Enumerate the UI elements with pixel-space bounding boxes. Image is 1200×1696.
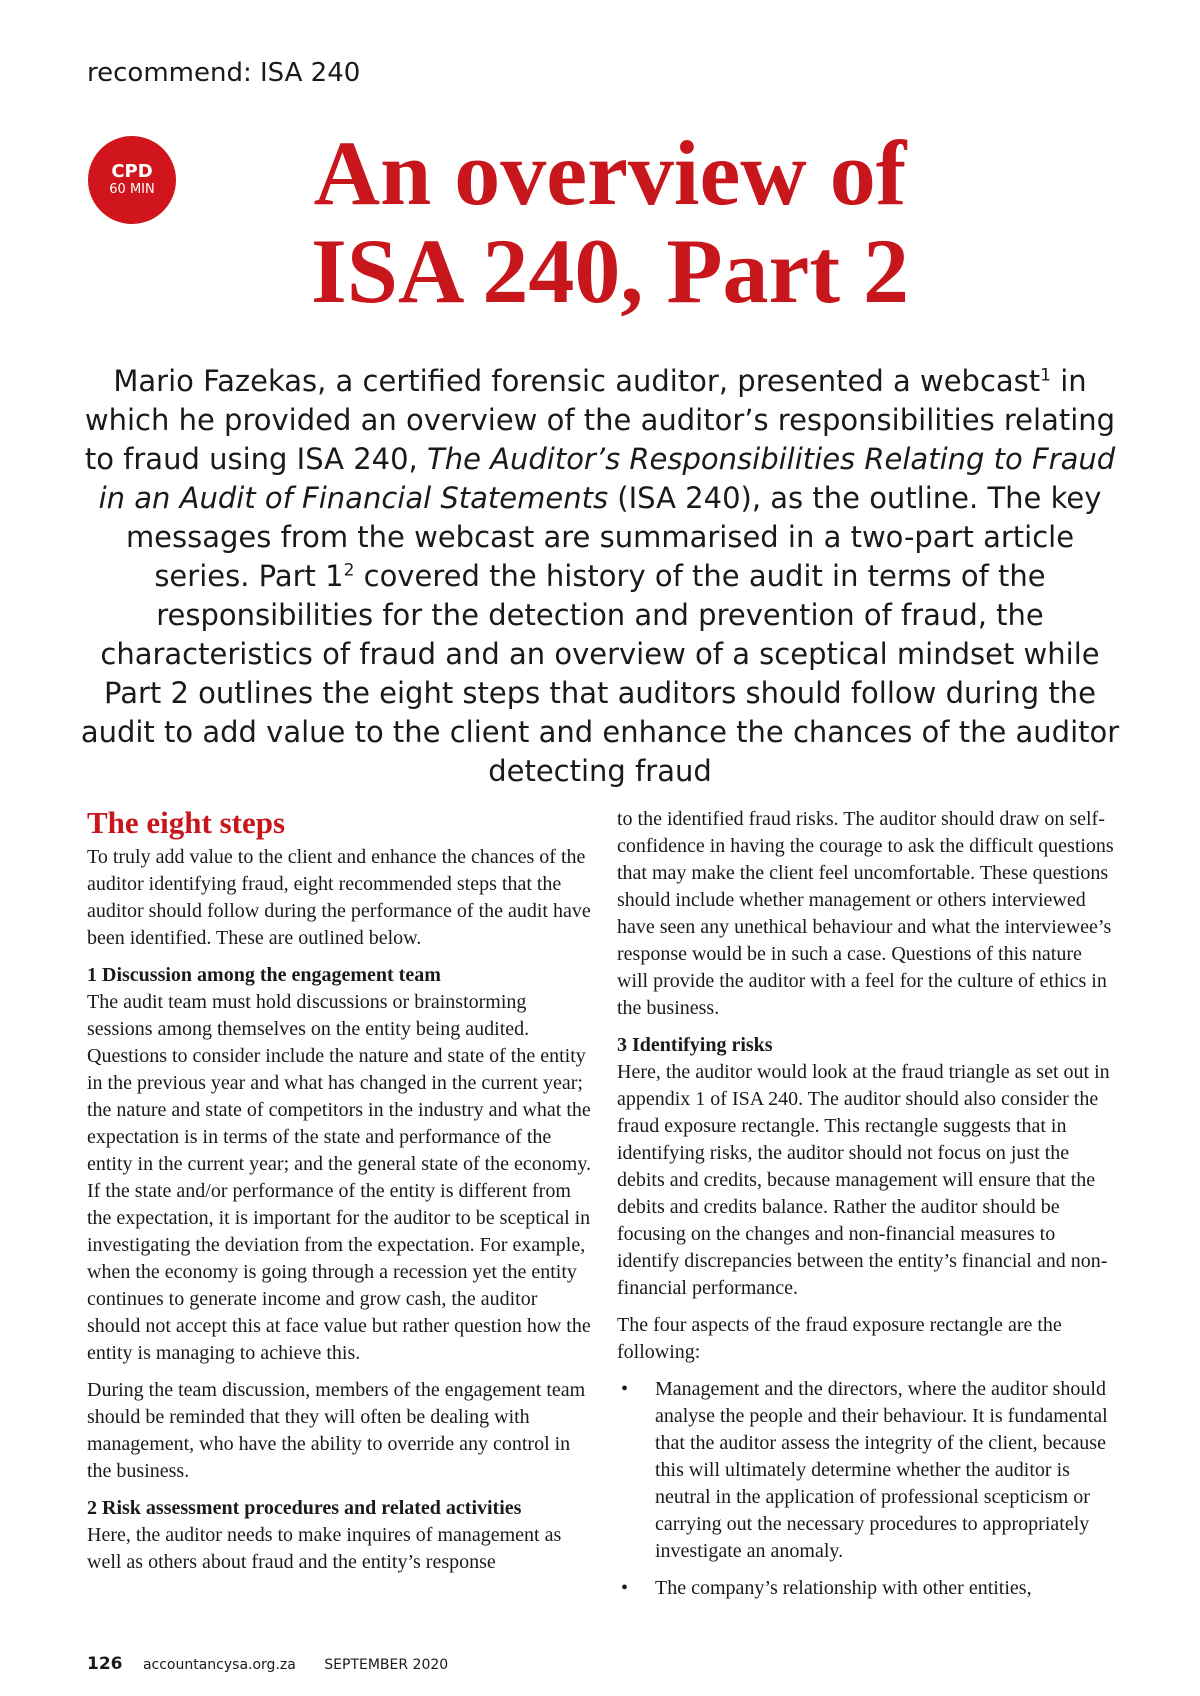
- cpd-badge: [88, 136, 176, 224]
- left-column: [87, 806, 593, 1586]
- article-title-line-2: ISA 240, Part 2: [311, 220, 909, 322]
- step-heading: 3 Identifying risks: [617, 1034, 773, 1056]
- bullet-list: [617, 1376, 1117, 1602]
- cpd-badge-title: CPD: [111, 161, 153, 182]
- footnote-ref-1: 1: [1040, 365, 1051, 386]
- step-heading: 1 Discussion among the engagement team: [87, 964, 441, 986]
- intro-text-2: in which he provided an overview of the auditor’s responsibilities relating to fraud using ISA 240,: [84, 364, 1116, 476]
- article-title-line-1: An overview of: [313, 122, 907, 224]
- body-paragraph: Here, the auditor needs to make inquires of management as well as others about fraud and the entity’s response: [87, 1524, 562, 1573]
- right-column: [617, 806, 1117, 1612]
- page-footer: [87, 1654, 448, 1674]
- page-number: 126: [87, 1654, 123, 1674]
- body-paragraph: To truly add value to the client and enhance the chances of the auditor identifying fraud, eight recommended steps that the auditor should follow during the performance of the audit have been identified. These are outlined below.: [87, 846, 591, 949]
- footnote-ref-2: 2: [343, 560, 355, 581]
- footer-issue: SEPTEMBER 2020: [324, 1657, 449, 1673]
- body-paragraph: The audit team must hold discussions or brainstorming sessions among themselves on the entity being audited. Questions to consider include the nature and state of the entity in the previous year and what has changed in the current year; the nature and state of competitors in the industry and what the expectation is in terms of the state and performance of the entity in the current year; and the general state of the economy. If the state and/or performance of the entity is different from the expectation, it is important for the auditor to be sceptical in investigating the deviation from the expectation. For example, when the economy is going through a recession yet the entity continues to generate income and grow cash, the auditor should not accept this at face value but rather question how the entity is managing to achieve this.: [87, 991, 592, 1364]
- intro-text-3: (ISA 240), as the outline. The key messages from the webcast are summarised in a two-part article series. Part 1: [125, 481, 1102, 593]
- step-heading: 2 Risk assessment procedures and related activities: [87, 1497, 522, 1519]
- list-item: [617, 1376, 1117, 1565]
- footer-site: accountancysa.org.za: [142, 1657, 296, 1673]
- section-label: recommend: ISA 240: [87, 58, 361, 88]
- cpd-badge-time: 60 MIN: [109, 182, 155, 197]
- body-paragraph: Here, the auditor would look at the fraud triangle as set out in appendix 1 of ISA 240. The auditor should also consider the fraud exposure rectangle. This rectangle suggests that in identifying risks, the auditor should not focus on just the debits and credits, because management will ensure that the debits and credits balance. Rather the auditor should be focusing on the changes and non-financial measures to identify discrepancies between the entity’s financial and non-financial performance.: [617, 1061, 1110, 1299]
- bullet-icon: •: [621, 1577, 629, 1599]
- bullet-icon: •: [621, 1378, 629, 1400]
- intro-text-1: Mario Fazekas, a certified forensic auditor, presented a webcast: [113, 364, 1041, 398]
- list-item-text: Management and the directors, where the auditor should analyse the people and their behaviour. It is fundamental that the auditor assess the integrity of the client, because this will ultimately determine whether the auditor is neutral in the application of professional scepticism or carrying out the necessary procedures to appropriately investigate an anomaly.: [655, 1378, 1108, 1562]
- body-paragraph: The four aspects of the fraud exposure rectangle are the following:: [617, 1314, 1062, 1363]
- intro-text-4: covered the history of the audit in terms of the responsibilities for the detection and prevention of fraud, the characteristics of fraud and an overview of a sceptical mindset while Part 2 outlines the eight steps that auditors should follow during the audit to add value to the client and enhance the chances of the auditor detecting fraud: [80, 559, 1120, 788]
- body-paragraph: to the identified fraud risks. The auditor should draw on self-confidence in having the courage to ask the difficult questions that may make the client feel uncomfortable. These questions should include whether management or others interviewed have seen any unethical behaviour and what the interviewee’s response would be in such a case. Questions of this nature will provide the auditor with a feel for the culture of ethics in the business.: [617, 808, 1114, 1019]
- intro-standard-title: The Auditor’s Responsibilities Relating to Fraud in an Audit of Financial Statements: [98, 442, 1116, 515]
- article-intro: [76, 362, 1124, 791]
- list-item-text: The company’s relationship with other entities,: [655, 1577, 1032, 1599]
- body-paragraph: During the team discussion, members of the engagement team should be reminded that they will often be dealing with management, who have the ability to override any control in the business.: [87, 1379, 586, 1482]
- list-item: [617, 1575, 1117, 1602]
- section-heading: The eight steps: [87, 805, 286, 840]
